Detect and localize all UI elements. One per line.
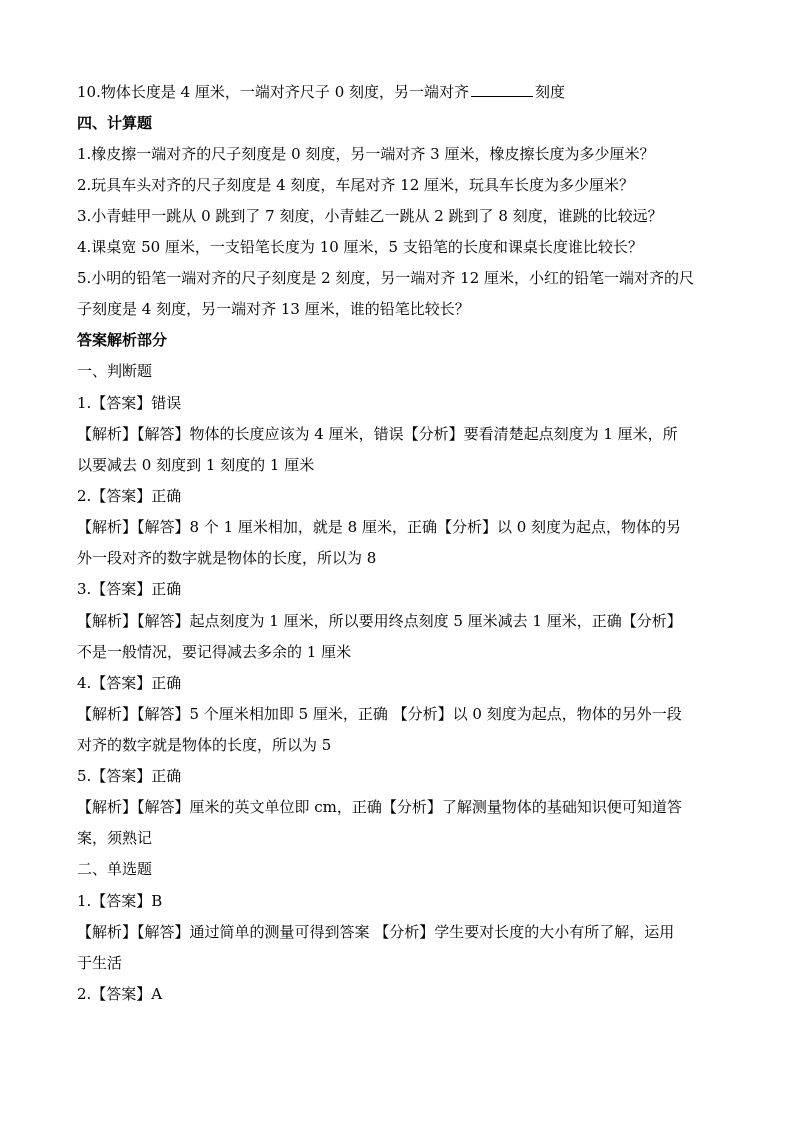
- answer-3-explanation-line2: 不是一般情况，要记得减去多余的 1 厘米: [77, 643, 352, 661]
- choice-answer-1-explanation-line1: 【解析】【解答】通过简单的测量可得到答案 【分析】学生要对长度的大小有所了解，运用: [77, 923, 675, 941]
- answer-1: 1.【答案】错误: [77, 394, 182, 412]
- answer-2-explanation-line2: 外一段对齐的数字就是物体的长度，所以为 8: [77, 549, 377, 567]
- choice-answer-1-explanation-line2: 于生活: [77, 954, 123, 972]
- answer-2-explanation-line1: 【解析】【解答】8 个 1 厘米相加，就是 8 厘米，正确【分析】以 0 刻度为起点，物体的另: [77, 518, 682, 536]
- choice-answer-1: 1.【答案】B: [77, 892, 163, 910]
- calc-question-4: 4.课桌宽 50 厘米，一支铅笔长度为 10 厘米，5 支铅笔的长度和课桌长度谁比较长？: [77, 238, 643, 256]
- answer-5: 5.【答案】正确: [77, 767, 182, 785]
- answer-3: 3.【答案】正确: [77, 580, 182, 598]
- answer-3-explanation-line1: 【解析】【解答】起点刻度为 1 厘米，所以要用终点刻度 5 厘米减去 1 厘米，正确【分析】: [77, 612, 682, 630]
- answer-5-explanation-line2: 案，须熟记: [77, 829, 153, 847]
- calc-question-3: 3.小青蛙甲一跳从 0 跳到了 7 刻度，小青蛙乙一跳从 2 跳到了 8 刻度，谁跳的比较远？: [77, 207, 663, 225]
- answer-blank: [471, 82, 533, 97]
- calc-question-5-line1: 5.小明的铅笔一端对齐的尺子刻度是 2 刻度，另一端对齐 12 厘米，小红的铅笔一端对齐的尺: [77, 269, 695, 287]
- section-heading-calculation: 四、计算题: [77, 114, 153, 132]
- answer-1-explanation-line2: 以要减去 0 刻度到 1 刻度的 1 厘米: [77, 456, 315, 474]
- answer-4: 4.【答案】正确: [77, 674, 182, 692]
- answer-4-explanation-line1: 【解析】【解答】5 个厘米相加即 5 厘米，正确 【分析】以 0 刻度为起点，物体的另外一段: [77, 705, 682, 723]
- answer-5-explanation-line1: 【解析】【解答】厘米的英文单位即 cm，正确【分析】了解测量物体的基础知识便可知道答: [77, 798, 682, 816]
- question-10-suffix: 刻度: [535, 83, 566, 101]
- answers-heading: 答案解析部分: [77, 331, 168, 349]
- part2-heading: 二、单选题: [77, 860, 153, 878]
- calc-question-1: 1.橡皮擦一端对齐的尺子刻度是 0 刻度，另一端对齐 3 厘米，橡皮擦长度为多少厘米？: [77, 145, 655, 163]
- calc-question-2: 2.玩具车头对齐的尺子刻度是 4 刻度，车尾对齐 12 厘米，玩具车长度为多少厘米？: [77, 176, 635, 194]
- answer-2: 2.【答案】正确: [77, 487, 182, 505]
- choice-answer-2: 2.【答案】A: [77, 985, 163, 1003]
- part1-heading: 一、判断题: [77, 362, 153, 380]
- answer-1-explanation-line1: 【解析】【解答】物体的长度应该为 4 厘米，错误【分析】要看清楚起点刻度为 1 厘米，所: [77, 425, 678, 443]
- question-10: [77, 82, 727, 102]
- question-10-text: 10.物体长度是 4 厘米，一端对齐尺子 0 刻度，另一端对齐: [77, 83, 470, 101]
- answer-4-explanation-line2: 对齐的数字就是物体的长度，所以为 5: [77, 736, 332, 754]
- calc-question-5-line2: 子刻度是 4 刻度，另一端对齐 13 厘米，谁的铅笔比较长？: [77, 300, 470, 318]
